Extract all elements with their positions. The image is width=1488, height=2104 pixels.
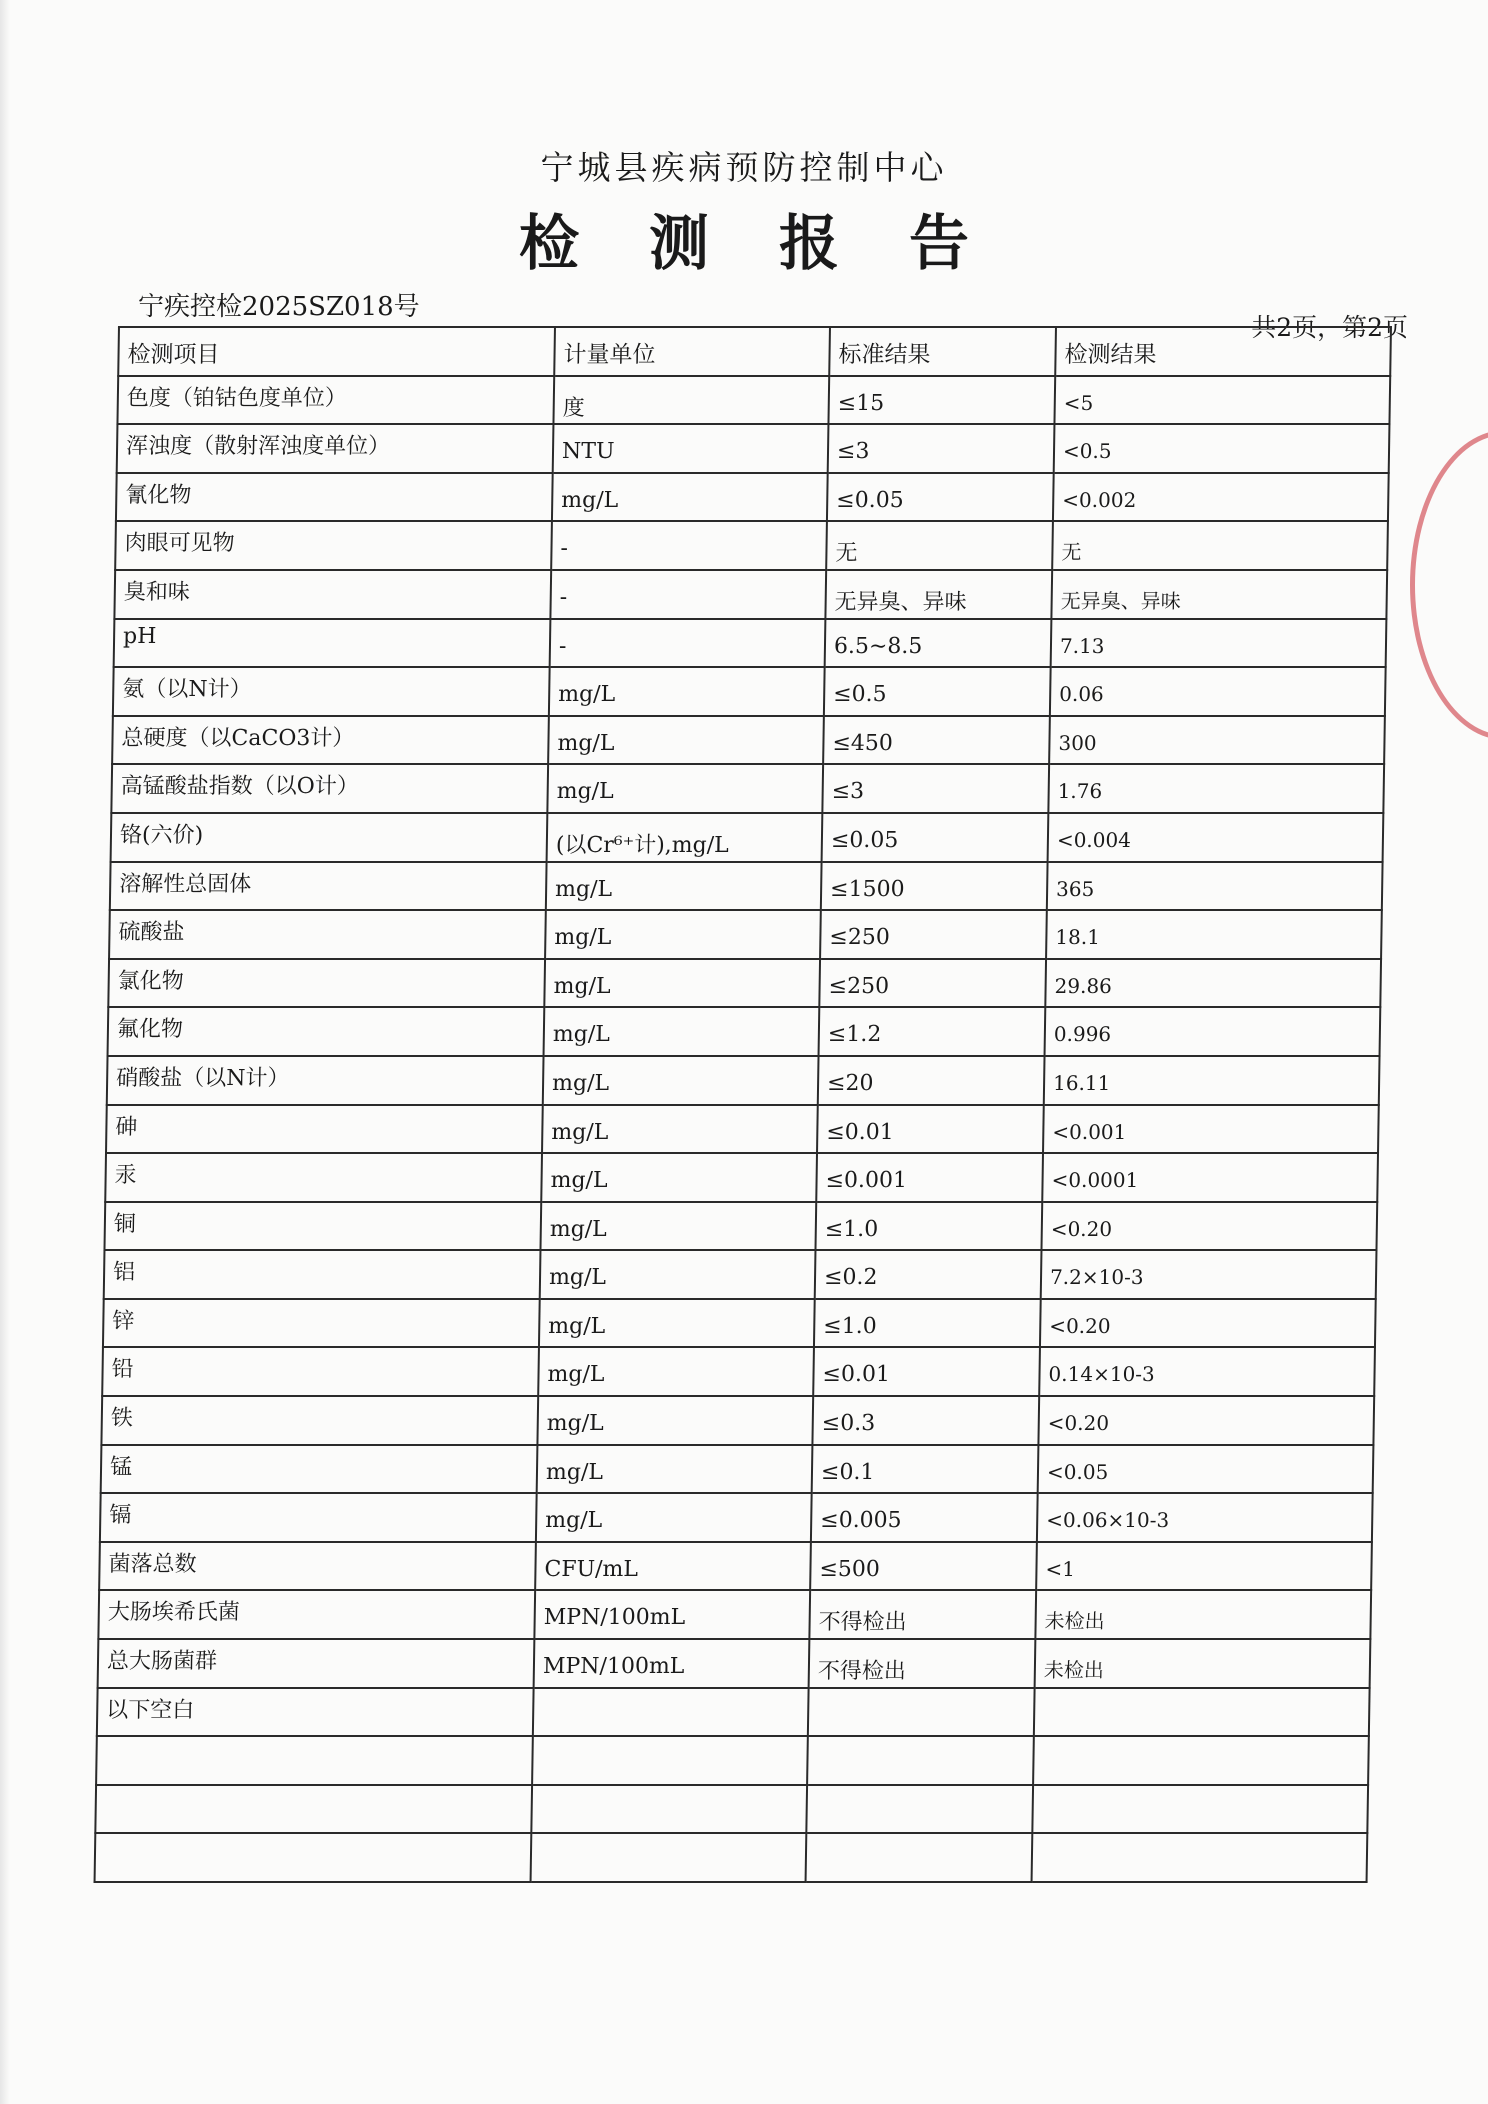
test-item-cell: 硫酸盐 — [109, 910, 546, 959]
unit-cell: mg/L — [541, 1153, 817, 1202]
standard-cell: ≤1.0 — [814, 1299, 1041, 1348]
standard-cell: ≤3 — [822, 764, 1049, 813]
result-cell: 未检出 — [1035, 1639, 1371, 1688]
standard-cell: ≤0.05 — [822, 813, 1049, 862]
test-item-cell: 锌 — [103, 1299, 540, 1348]
standard-cell: 无 — [826, 521, 1053, 570]
standard-cell — [808, 1688, 1035, 1737]
table-header-row — [118, 327, 1391, 376]
result-cell: <0.0001 — [1042, 1153, 1378, 1202]
table-row — [95, 1785, 1368, 1834]
unit-cell: mg/L — [538, 1347, 814, 1396]
unit-cell: mg/L — [537, 1445, 813, 1494]
test-item-cell: 大肠埃希氏菌 — [98, 1590, 535, 1639]
table-row — [108, 1007, 1381, 1056]
unit-cell: mg/L — [537, 1396, 813, 1445]
result-cell — [1033, 1736, 1369, 1785]
standard-cell — [806, 1785, 1033, 1834]
test-item-cell: 色度（铂钴色度单位） — [117, 376, 554, 425]
standard-cell: ≤1.0 — [815, 1202, 1042, 1251]
unit-cell: mg/L — [543, 1056, 819, 1105]
unit-cell: NTU — [553, 424, 829, 473]
unit-cell: mg/L — [544, 1007, 820, 1056]
table-row — [98, 1590, 1371, 1639]
unit-cell: mg/L — [545, 910, 821, 959]
unit-cell: CFU/mL — [535, 1542, 811, 1591]
test-item-cell: 浑浊度（散射浑浊度单位） — [117, 424, 554, 473]
column-header: 检测项目 — [118, 327, 555, 376]
result-cell: 7.2×10-3 — [1041, 1250, 1377, 1299]
result-cell: <0.06×10-3 — [1037, 1493, 1373, 1542]
table-row — [95, 1833, 1368, 1882]
test-item-cell: pH — [114, 619, 551, 668]
standard-cell: ≤0.1 — [812, 1445, 1039, 1494]
test-item-cell: 高锰酸盐指数（以O计） — [111, 764, 548, 813]
result-cell: <0.20 — [1040, 1299, 1376, 1348]
table-row — [97, 1688, 1370, 1737]
standard-cell — [806, 1833, 1033, 1882]
official-seal-stamp — [1410, 430, 1488, 740]
result-cell: <0.5 — [1054, 424, 1390, 473]
test-item-cell: 锰 — [101, 1445, 538, 1494]
table-row — [111, 813, 1384, 862]
column-header: 计量单位 — [554, 327, 830, 376]
unit-cell — [532, 1736, 808, 1785]
table-row — [109, 910, 1382, 959]
table-row — [110, 862, 1383, 911]
organization-name: 宁城县疾病预防控制中心 — [540, 148, 948, 187]
table-row — [100, 1493, 1373, 1542]
test-item-cell: 总大肠菌群 — [98, 1639, 535, 1688]
table-row — [103, 1299, 1376, 1348]
result-cell: 0.06 — [1050, 667, 1386, 716]
table-row — [108, 959, 1381, 1008]
standard-cell: ≤450 — [823, 716, 1050, 765]
result-cell: <1 — [1036, 1542, 1372, 1591]
unit-cell: mg/L — [546, 862, 822, 911]
test-item-cell: 铁 — [101, 1396, 538, 1445]
table-row — [101, 1445, 1374, 1494]
result-cell: 0.996 — [1045, 1007, 1381, 1056]
report-title: 检测报告 — [519, 209, 1039, 279]
test-item-cell: 氯化物 — [108, 959, 545, 1008]
standard-cell: ≤3 — [828, 424, 1055, 473]
standard-cell: ≤1500 — [821, 862, 1048, 911]
unit-cell — [531, 1833, 807, 1882]
standard-cell: ≤500 — [810, 1542, 1037, 1591]
test-item-cell: 铝 — [104, 1250, 541, 1299]
test-item-cell: 氨（以N计） — [113, 667, 550, 716]
standard-cell: 不得检出 — [809, 1590, 1036, 1639]
standard-cell: ≤0.01 — [817, 1105, 1044, 1154]
unit-cell — [531, 1785, 807, 1834]
standard-cell: 不得检出 — [809, 1639, 1036, 1688]
unit-cell: MPN/100mL — [534, 1590, 810, 1639]
test-item-cell: 菌落总数 — [99, 1542, 536, 1591]
standard-cell: ≤0.2 — [815, 1250, 1042, 1299]
test-item-cell: 氟化物 — [108, 1007, 545, 1056]
standard-cell: ≤0.01 — [813, 1347, 1040, 1396]
standard-cell: 6.5~8.5 — [825, 619, 1052, 668]
test-item-cell: 砷 — [106, 1105, 543, 1154]
unit-cell: - — [551, 521, 827, 570]
result-cell: <0.20 — [1038, 1396, 1374, 1445]
table-row — [114, 619, 1387, 668]
test-item-cell: 肉眼可见物 — [115, 521, 552, 570]
table-row — [117, 376, 1390, 425]
result-cell: <5 — [1054, 376, 1390, 425]
result-cell: 1.76 — [1048, 764, 1384, 813]
table-row — [113, 667, 1386, 716]
result-cell — [1034, 1688, 1370, 1737]
unit-cell: mg/L — [542, 1105, 818, 1154]
test-item-cell: 溶解性总固体 — [110, 862, 547, 911]
standard-cell: ≤1.2 — [819, 1007, 1046, 1056]
standard-cell: ≤0.005 — [811, 1493, 1038, 1542]
unit-cell: mg/L — [544, 959, 820, 1008]
table-row — [107, 1056, 1380, 1105]
table-row — [101, 1396, 1374, 1445]
result-cell: 300 — [1049, 716, 1385, 765]
column-header: 标准结果 — [829, 327, 1056, 376]
column-header: 检测结果 — [1055, 327, 1391, 376]
result-cell: <0.20 — [1041, 1202, 1377, 1251]
table-row — [105, 1153, 1378, 1202]
test-item-cell: 铜 — [104, 1202, 541, 1251]
standard-cell: ≤0.05 — [827, 473, 1054, 522]
result-cell: 0.14×10-3 — [1039, 1347, 1375, 1396]
table-row — [114, 570, 1387, 619]
result-cell: 29.86 — [1045, 959, 1381, 1008]
table-row — [112, 716, 1385, 765]
scan-edge — [0, 0, 10, 2104]
test-item-cell: 以下空白 — [97, 1688, 534, 1737]
page-info: 共2页，第2页 — [1251, 313, 1408, 342]
table-row — [117, 424, 1390, 473]
unit-cell: mg/L — [548, 716, 824, 765]
unit-cell: - — [550, 570, 826, 619]
unit-cell: mg/L — [547, 764, 823, 813]
table-row — [116, 473, 1389, 522]
test-item-cell: 铅 — [102, 1347, 539, 1396]
table-row — [111, 764, 1384, 813]
result-cell: 无 — [1052, 521, 1388, 570]
table-row — [99, 1542, 1372, 1591]
table-row — [104, 1202, 1377, 1251]
standard-cell: ≤0.5 — [824, 667, 1051, 716]
test-item-cell: 硝酸盐（以N计） — [107, 1056, 544, 1105]
unit-cell: mg/L — [540, 1202, 816, 1251]
result-cell: 未检出 — [1035, 1590, 1371, 1639]
unit-cell: mg/L — [540, 1250, 816, 1299]
test-item-cell: 总硬度（以CaCO3计） — [112, 716, 549, 765]
unit-cell: 度 — [553, 376, 829, 425]
table-row — [106, 1105, 1379, 1154]
test-item-cell: 氰化物 — [116, 473, 553, 522]
result-cell: 7.13 — [1051, 619, 1387, 668]
test-item-cell: 铬(六价) — [111, 813, 548, 862]
result-cell: <0.001 — [1043, 1105, 1379, 1154]
table-row — [115, 521, 1388, 570]
unit-cell: mg/L — [552, 473, 828, 522]
test-item-cell — [95, 1785, 532, 1834]
table-row — [102, 1347, 1375, 1396]
result-cell: <0.002 — [1053, 473, 1389, 522]
result-cell — [1032, 1785, 1368, 1834]
test-item-cell: 汞 — [105, 1153, 542, 1202]
unit-cell: mg/L — [536, 1493, 812, 1542]
unit-cell: - — [550, 619, 826, 668]
standard-cell: 无异臭、异味 — [825, 570, 1052, 619]
table-row — [104, 1250, 1377, 1299]
standard-cell: ≤0.3 — [812, 1396, 1039, 1445]
standard-cell — [807, 1736, 1034, 1785]
unit-cell: MPN/100mL — [534, 1639, 810, 1688]
result-cell: 18.1 — [1046, 910, 1382, 959]
results-table — [94, 326, 1392, 1883]
test-item-cell: 臭和味 — [114, 570, 551, 619]
table-row — [96, 1736, 1369, 1785]
standard-cell: ≤250 — [819, 959, 1046, 1008]
unit-cell: mg/L — [549, 667, 825, 716]
test-item-cell — [96, 1736, 533, 1785]
result-cell: <0.05 — [1038, 1445, 1374, 1494]
test-item-cell — [95, 1833, 532, 1882]
result-cell — [1032, 1833, 1368, 1882]
standard-cell: ≤20 — [818, 1056, 1045, 1105]
unit-cell — [533, 1688, 809, 1737]
standard-cell: ≤15 — [828, 376, 1055, 425]
result-cell: <0.004 — [1048, 813, 1384, 862]
result-cell: 16.11 — [1044, 1056, 1380, 1105]
result-cell: 无异臭、异味 — [1051, 570, 1387, 619]
unit-cell: (以Cr⁶⁺计),mg/L — [547, 813, 823, 862]
test-item-cell: 镉 — [100, 1493, 537, 1542]
standard-cell: ≤0.001 — [816, 1153, 1043, 1202]
standard-cell: ≤250 — [820, 910, 1047, 959]
table-row — [98, 1639, 1371, 1688]
unit-cell: mg/L — [539, 1299, 815, 1348]
document-number: 宁疾控检2025SZ018号 — [138, 292, 420, 322]
result-cell: 365 — [1047, 862, 1383, 911]
